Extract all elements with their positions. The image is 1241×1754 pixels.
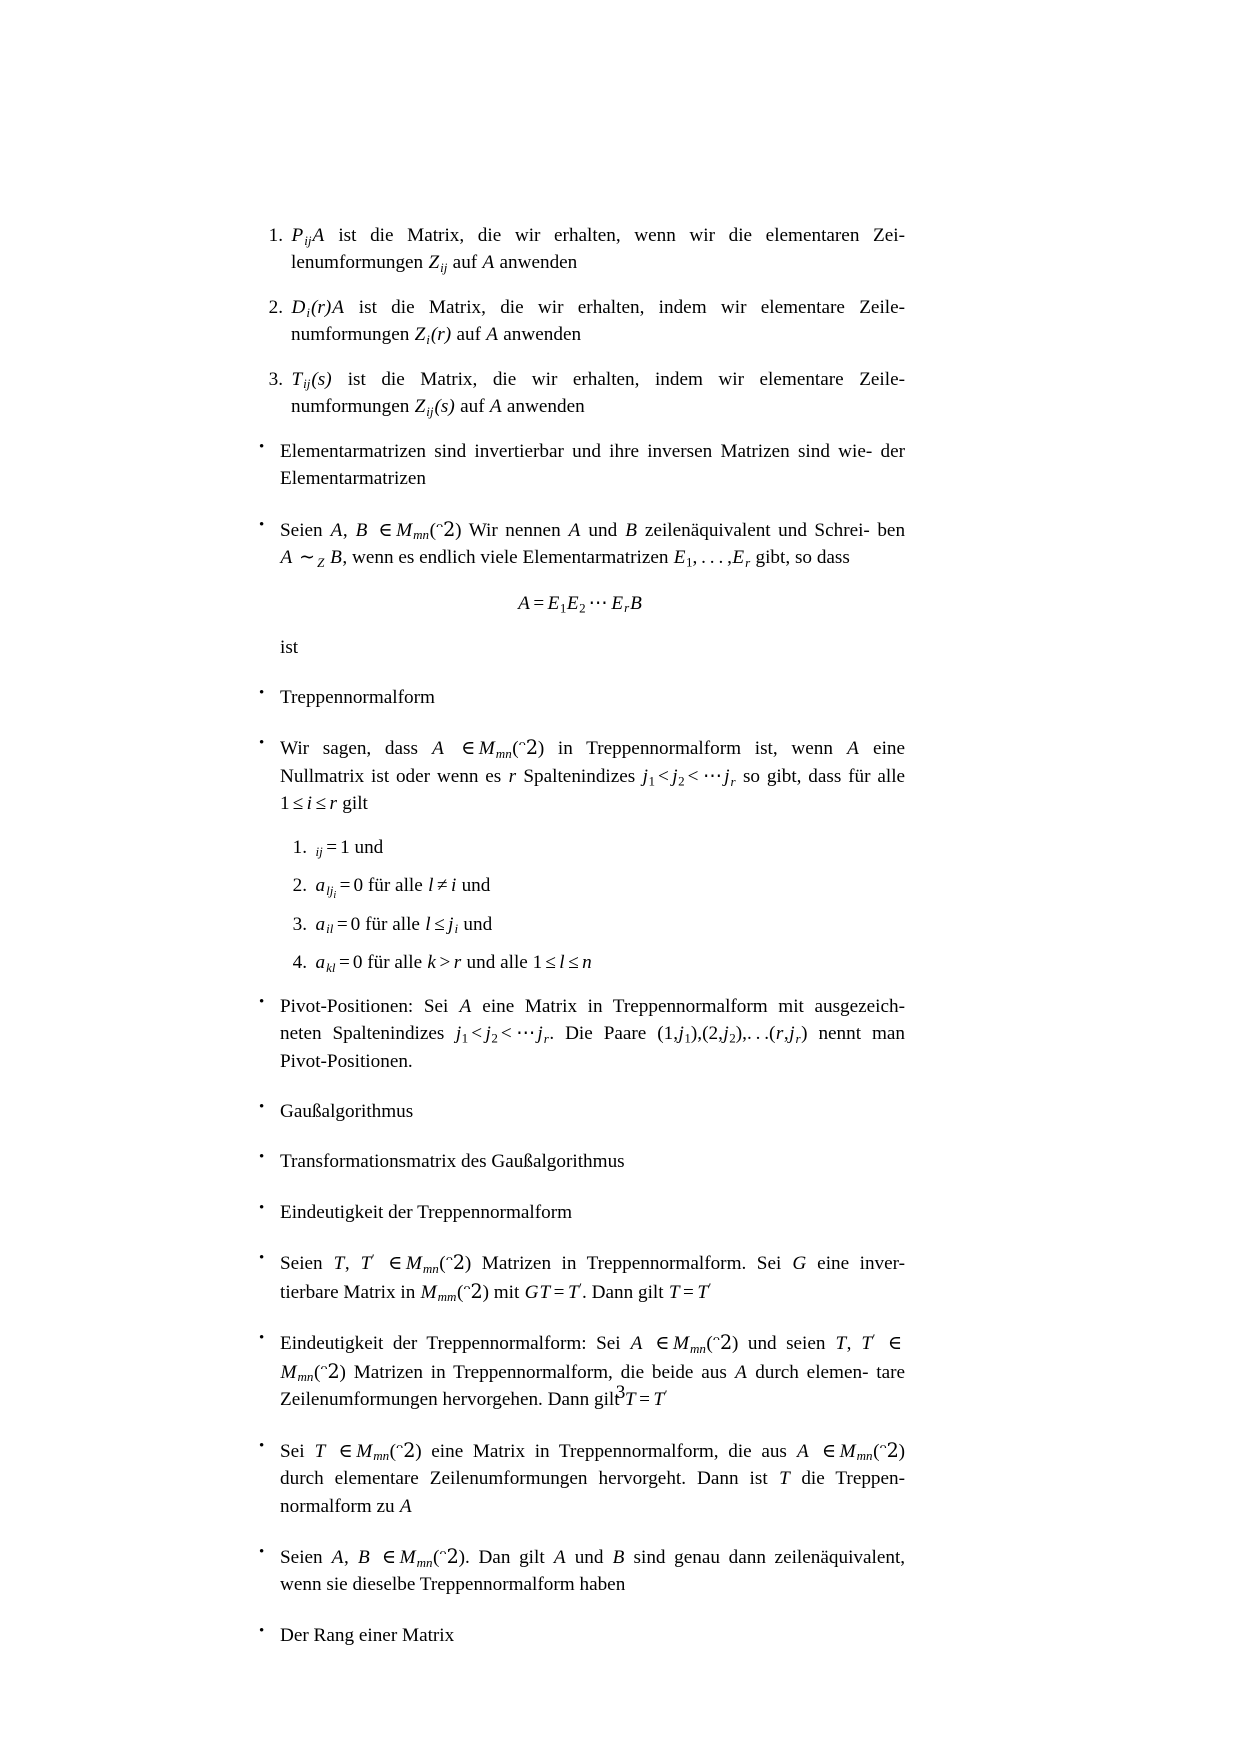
text-durch-elementare-hervorgeht: durch elementare Zeilenumformungen hervorgeht. Dann ist — [280, 1468, 768, 1490]
math-j1: j — [455, 1023, 462, 1045]
math-symbol-B2: B — [612, 1546, 625, 1568]
text-wenn-dieselbe: wenn sie dieselbe Treppennormalform haben — [280, 1574, 626, 1596]
math-symbol-l: l — [425, 913, 431, 935]
bullet-label: Der Rang einer Matrix — [280, 1624, 455, 1646]
text-eine-invertierbare: eine inver- — [817, 1253, 906, 1275]
math-subscript-mn: mn — [495, 746, 512, 762]
item-text-cont: numformungen — [291, 396, 410, 418]
math-prime-3: ′ — [708, 1279, 712, 1295]
list-marker: 3. — [268, 368, 283, 390]
math-symbol-A2: A — [847, 738, 859, 760]
page-content — [255, 222, 905, 1672]
math-symbol-M2: M — [839, 1440, 856, 1462]
math-symbol-A2: A — [486, 324, 498, 346]
text-eindeutigkeit-sei: Eindeutigkeit der Treppennormalform: Sei — [280, 1333, 621, 1355]
math-sub-r: r — [543, 1030, 549, 1046]
math-symbol-n: n — [582, 952, 592, 974]
math-symbol-M: M — [478, 738, 495, 760]
math-symbol-T2: T — [539, 1281, 551, 1303]
math-sim-operator: ∼ — [299, 547, 316, 569]
math-symbol-A2: A — [553, 1546, 566, 1568]
math-symbol-B3: B — [330, 547, 342, 569]
math-symbol-T4: T — [668, 1281, 680, 1303]
math-symbol-A2: A — [735, 1361, 747, 1383]
math-value: 0 — [350, 913, 361, 935]
item-text: ist die Matrix, die wir erhalten, indem wir elementare Zeile- — [358, 296, 906, 318]
math-sub-2: 2 — [579, 600, 586, 616]
math-subscript-1: 1 — [686, 554, 693, 570]
math-value: 0 — [353, 875, 364, 897]
math-pair1-open: (1, — [657, 1023, 679, 1045]
math-symbol-A: A — [797, 1440, 809, 1462]
math-j1: j — [642, 765, 648, 787]
list-item — [255, 222, 905, 277]
math-symbol-T: T — [291, 368, 303, 390]
text-eine: eine — [873, 738, 906, 760]
concept-bullet-list-middle — [255, 684, 905, 818]
math-field-K: ᵔ2 — [439, 1544, 459, 1568]
math-less-than-2: < — [500, 1023, 512, 1045]
math-ldots: . . . — [746, 1023, 770, 1045]
math-subscript: i — [306, 304, 310, 320]
math-symbol-M: M — [356, 1440, 373, 1462]
text-matrizen-in-tnf: Matrizen in Treppennormalform. Sei — [481, 1253, 782, 1275]
concept-bullet-list-top — [255, 438, 905, 572]
math-element-of: ∈ — [378, 519, 393, 541]
math-symbol-Z: Z — [414, 324, 426, 346]
math-symbol-M: M — [399, 1546, 416, 1568]
text-sei: Sei — [280, 1440, 305, 1462]
math-symbol-l: l — [428, 875, 434, 897]
text-durch-elementare: durch elemen- — [755, 1361, 869, 1383]
math-greater-than: > — [439, 952, 451, 974]
condition-item-1 — [279, 834, 905, 861]
math-equals: = — [326, 836, 338, 858]
bullet-label: Treppennormalform — [280, 686, 435, 708]
math-sub-2: 2 — [678, 773, 685, 789]
math-symbol-T: T — [314, 1440, 326, 1462]
condition-item-3 — [279, 911, 905, 938]
math-symbol-A: A — [332, 296, 344, 318]
math-pair3-close: ) — [801, 1023, 808, 1045]
math-E2: E — [566, 592, 579, 614]
text-wir-nennen: Wir nennen — [468, 519, 561, 541]
text-eine-matrix-die-aus: eine Matrix in Treppennormalform, die aus — [431, 1440, 787, 1462]
math-subscript: ij — [426, 403, 434, 419]
math-comma: , — [344, 1546, 349, 1568]
item-text-auf: auf — [452, 252, 478, 274]
math-r: r — [329, 793, 337, 815]
math-pair2-j: j — [723, 1023, 729, 1045]
item-text-anwenden: anwenden — [506, 396, 585, 418]
math-symbol-M: M — [672, 1333, 689, 1355]
text-nullmatrix: Nullmatrix ist oder wenn es — [280, 765, 502, 787]
math-period: . — [549, 1023, 555, 1045]
math-sub-1: 1 — [648, 773, 655, 789]
text-gibt-so: gibt, so — [755, 547, 813, 569]
math-symbol-Z: Z — [414, 396, 426, 418]
math-subscript-mn: mn — [689, 1340, 706, 1356]
math-i: i — [306, 793, 312, 815]
math-pair1-j: j — [678, 1023, 684, 1045]
math-sub-2: 2 — [491, 1030, 498, 1046]
math-symbol-Tprime: T — [360, 1253, 372, 1275]
math-symbol-l: l — [559, 952, 565, 974]
text-und-alle: und alle — [466, 952, 528, 974]
math-pair3-sub: r — [795, 1030, 801, 1046]
bullet-line-1: Elementarmatrizen sind invertierbar und ihre inversen Matrizen sind wie- — [280, 440, 873, 462]
math-symbol-Er: E — [732, 547, 745, 569]
item-text: ist die Matrix, die wir erhalten, wenn wir die elementaren Zei- — [338, 225, 905, 246]
math-element-of-2: ∈ — [887, 1333, 903, 1355]
math-sub-r: r — [624, 600, 630, 616]
math-symbol-a: a — [315, 913, 326, 935]
math-symbol-Z: Z — [428, 252, 440, 274]
math-pair3-r: r — [775, 1023, 784, 1045]
math-symbol-T3: T — [653, 1389, 665, 1411]
math-field-K: ᵔ2 — [435, 517, 456, 541]
text-tierbare-matrix: tierbare Matrix in — [280, 1281, 416, 1303]
item-text-anwenden: anwenden — [499, 252, 578, 274]
sub-l: l — [326, 882, 330, 898]
math-subscript-mn: mn — [373, 1448, 390, 1464]
math-subscript-mn: mn — [422, 1260, 439, 1276]
math-le-1: ≤ — [292, 793, 304, 815]
item-text-auf: auf — [456, 324, 481, 346]
math-arg: (s) — [434, 396, 455, 418]
item-text-auf: auf — [460, 396, 485, 418]
math-element-of: ∈ — [388, 1253, 403, 1275]
math-less-than-2: < — [687, 765, 699, 787]
sub-ji: i — [333, 889, 337, 901]
bullet-sei-T-treppennormalform: • Sei T ∈ $M_{mn}(ᵔ2)$ eine Matrix in Treppennormalform, die aus A ∈ $M_{mn}(ᵔ2)$ durch elementare Zeilenumformungen hervorgeht. Dann ist T die Treppen- normalform zu A — [255, 1437, 905, 1520]
math-subscript: ij — [303, 376, 311, 392]
math-subscript-ij: ij — [315, 844, 323, 860]
text-und: und — [461, 875, 491, 897]
math-pair3-comma: , — [783, 1023, 789, 1045]
bullet-der-rang — [255, 1622, 905, 1649]
text-spaltenindizes: Spaltenindizes — [523, 765, 636, 787]
math-field-K: ᵔ2 — [712, 1331, 732, 1355]
bullet-elementarmatrizen-invertierbar — [255, 438, 905, 493]
math-symbol-T2: T — [779, 1468, 790, 1490]
bullet-seien-T-Tprime: • Seien T, T′ ∈ $M_{mn}(ᵔ2)$ Matrizen in Treppennormalform. Sei G eine inver- tierbare Matrix in $M_{mm}(ᵔ2)$ mit GT = T′. Dann gilt T = T′ — [255, 1249, 905, 1306]
math-less-than: < — [657, 765, 669, 787]
math-symbol-A: A — [432, 738, 444, 760]
math-E1: E — [547, 592, 560, 614]
math-subscript-mm: mm — [437, 1289, 457, 1305]
math-value: 1 — [340, 836, 350, 858]
text-matrizen-beide-aus: Matrizen in Treppennormalform, die beide aus — [353, 1361, 727, 1383]
page-number: 3 — [615, 1382, 626, 1403]
bullet-pivot-positionen — [255, 993, 905, 1075]
elementary-matrices-list — [255, 222, 905, 421]
condition-item-2 — [279, 872, 905, 899]
math-prime-2: ′ — [579, 1279, 583, 1295]
math-subscript: ij — [440, 260, 448, 276]
bullet-label: Eindeutigkeit der Treppennormalform — [280, 1201, 573, 1223]
math-less-equal: ≤ — [434, 913, 445, 935]
paragraph-ist: ist — [280, 636, 299, 658]
math-jr: j — [724, 765, 730, 787]
treppennormalform-conditions-list — [279, 834, 905, 977]
math-symbol-T: T — [835, 1333, 847, 1355]
math-le-1: ≤ — [545, 952, 556, 974]
math-symbol-D: D — [291, 296, 306, 318]
math-j2: j — [485, 1023, 491, 1045]
math-symbol-Tprime: T — [861, 1333, 873, 1355]
bullet-line-2: der Elementarmatrizen — [280, 440, 905, 490]
math-subscript-r: r — [745, 554, 751, 570]
concept-bullet-list-bottom — [255, 993, 905, 1650]
bullet-label: Transformationsmatrix des Gaußalgorithmus — [280, 1151, 625, 1173]
list-marker: 3. — [292, 913, 307, 935]
item-text-anwenden: anwenden — [503, 324, 582, 346]
math-subscript-kl: kl — [326, 959, 336, 975]
list-item — [255, 294, 905, 349]
math-prime-2: ′ — [664, 1387, 668, 1403]
math-symbol-r: r — [508, 765, 517, 787]
math-pair3-open: ( — [769, 1023, 776, 1045]
math-symbol-M: M — [405, 1253, 422, 1275]
bullet-zeilenaequivalent: • Seien A, B ∈ $M_{mn}(ᵔ2)$ Wir nennen A und B zeilenäquivalent und Schrei- ben A ∼ $_Z$ B, wenn es endlich viele Elementarmatrizen $E_1$, . . . $,E_r$ gibt, so dass — [255, 516, 905, 572]
bullet-label: Gaußalgorithmus — [280, 1100, 414, 1122]
math-symbol-B2: B — [625, 519, 637, 541]
math-equals: = — [336, 913, 348, 935]
math-one: 1 — [532, 952, 543, 974]
text-fuer-alle: für alle — [367, 952, 423, 974]
math-comma: , — [342, 519, 348, 541]
text-fuer-alle: für alle — [367, 875, 423, 897]
math-value: 0 — [352, 952, 363, 974]
math-prime: ′ — [872, 1331, 876, 1347]
math-sub-1: 1 — [461, 1030, 469, 1046]
math-not-equal: ≠ — [436, 875, 448, 897]
text-fuer-alle: für alle — [848, 765, 906, 787]
math-comma: , — [846, 1333, 852, 1355]
math-field-K2: ᵔ2 — [320, 1359, 340, 1383]
math-equals: = — [553, 1281, 565, 1303]
math-equals: = — [533, 592, 545, 614]
bullet-eindeutigkeit-heading — [255, 1199, 905, 1226]
bullet-seien-A-B-genau-dann: • Seien A, B ∈ $M_{mn}(ᵔ2)$. Dan gilt A und B sind genau dann zeilenäquivalent, wenn sie dieselbe Treppennormalform haben — [255, 1543, 905, 1599]
text-wir-sagen: Wir sagen, dass — [280, 738, 418, 760]
text-seien: Seien — [280, 1546, 323, 1568]
math-subscript-mn: mn — [416, 1554, 433, 1570]
math-symbol-A2: A — [568, 519, 581, 541]
math-sub-1: 1 — [559, 600, 567, 616]
math-j2: j — [672, 765, 678, 787]
text-und: und — [354, 836, 384, 858]
math-symbol-E1: E — [673, 547, 686, 569]
text-dass: dass — [816, 547, 850, 569]
math-symbol-i: i — [450, 875, 457, 897]
math-symbol-M2: M — [280, 1361, 297, 1383]
math-symbol-B: B — [355, 519, 368, 541]
bullet-eindeutigkeit-satz: • Eindeutigkeit der Treppennormalform: Sei A ∈ $M_{mn}(ᵔ2)$ und seien T, T′ ∈ $M_{mn}(ᵔ2)$ Matrizen in Treppennormalform, die beide aus A durch elemen- tare Zeilenumformungen hervorgehen. Dann gilt T = T′ — [255, 1329, 905, 1413]
math-one: 1 — [280, 793, 290, 815]
text-neten-spaltenindizes: neten Spaltenindizes — [280, 1023, 445, 1045]
math-arg: (r) — [430, 324, 452, 346]
math-symbol-r: r — [453, 952, 462, 974]
math-jr: j — [537, 1023, 543, 1045]
math-symbol-B: B — [357, 1546, 370, 1568]
math-element-of: ∈ — [655, 1333, 670, 1355]
bullet-treppennormalform-definition: • Wir sagen, dass A ∈ $M_{mn}(ᵔ2)$ in Treppennormalform ist, wenn A eine Nullmatrix ist oder wenn es r Spaltenindizes $j_1 < j_2$ < ⋯ $j_r$ so gibt, dass für alle 1 ≤ i ≤ r gilt — [255, 734, 905, 817]
math-symbol-A: A — [331, 1546, 344, 1568]
math-equals: = — [339, 875, 351, 897]
text-pivot-sei: Pivot-Positionen: Sei — [280, 995, 449, 1017]
math-subscript: i — [426, 332, 430, 347]
math-cdots: ⋯ — [703, 765, 723, 787]
text-gilt: gilt — [342, 793, 368, 815]
math-rhs-B: B — [630, 592, 642, 614]
math-pair2-sub: 2 — [729, 1030, 736, 1046]
math-field-K: ᵔ2 — [518, 736, 538, 760]
math-pair1-sub: 1 — [684, 1030, 691, 1046]
text-seien: Seien — [280, 519, 323, 541]
math-symbol-j: j — [448, 913, 454, 935]
text-mit: mit — [493, 1281, 520, 1303]
math-le-2: ≤ — [315, 793, 326, 815]
math-symbol-T3: T — [568, 1281, 579, 1303]
math-symbol-G2: G — [524, 1281, 539, 1303]
math-pair1-close: ), — [690, 1023, 703, 1045]
math-symbol-k: k — [427, 952, 436, 974]
text-und: und — [463, 913, 493, 935]
math-symbol-M2: M — [420, 1281, 437, 1303]
math-symbol-a: a — [315, 952, 326, 974]
math-pair2-open: (2, — [702, 1023, 723, 1045]
math-le-2: ≤ — [568, 952, 579, 974]
math-symbol-A: A — [330, 519, 343, 541]
math-element-of-2: ∈ — [821, 1440, 837, 1462]
text-zeilenaequivalent: zeilenäquivalent und Schrei- — [644, 519, 870, 541]
math-Er: E — [611, 592, 624, 614]
text-dann-gilt: . Dann gilt — [582, 1281, 664, 1303]
list-item — [255, 366, 905, 421]
sub-j: j — [329, 882, 334, 898]
math-subscript-mn-2: mn — [297, 1369, 314, 1385]
math-field-K2: ᵔ2 — [463, 1279, 483, 1303]
text-so-gibt-dass: so gibt, dass — [742, 765, 842, 787]
math-cdots: ⋯ — [588, 592, 608, 614]
bullet-treppennormalform-heading — [255, 684, 905, 711]
list-marker: 2. — [268, 296, 283, 318]
math-field-K: ᵔ2 — [445, 1251, 465, 1275]
math-symbol-T2: T — [624, 1389, 636, 1411]
text-und-seien: und seien — [747, 1333, 826, 1355]
text-die-paare: Die Paare — [565, 1023, 647, 1045]
text-fuer-alle: für alle — [365, 913, 420, 935]
math-equals: = — [639, 1389, 650, 1411]
text-die-treppen: die Treppen- — [801, 1468, 906, 1490]
condition-item-4 — [279, 949, 905, 976]
math-subscript-il: il — [326, 921, 334, 937]
math-arg: (s) — [311, 368, 332, 390]
text-und: und — [574, 1546, 604, 1568]
text-in-tnf: in Treppennormalform ist, wenn — [557, 738, 833, 760]
bullet-transformationsmatrix — [255, 1148, 905, 1175]
math-symbol-A2: A — [482, 252, 495, 274]
math-ellipsis: , . . . , — [692, 547, 732, 569]
math-equals: = — [339, 952, 350, 974]
math-sim-subscript: Z — [317, 554, 325, 570]
math-symbol-A2: A — [399, 1495, 412, 1517]
display-equation-zeilenaequivalenz — [255, 591, 905, 615]
math-symbol-P: P — [291, 225, 304, 246]
math-element-of: ∈ — [461, 738, 476, 760]
item-text-cont: lenumformungen — [291, 252, 424, 274]
math-comma: , — [344, 1253, 350, 1275]
math-symbol-T: T — [333, 1253, 345, 1275]
math-symbol-A: A — [312, 225, 325, 246]
math-pair2-close: ), — [735, 1023, 747, 1045]
math-symbol-T5: T — [697, 1281, 709, 1303]
text-wenn-endlich: , wenn es endlich viele Elementarmatrizen — [342, 547, 669, 569]
item-text-cont: numformungen — [291, 324, 410, 346]
math-subscript-i: i — [454, 921, 459, 937]
text-ben: ben — [877, 519, 906, 541]
math-subscript-mn-2: mn — [856, 1448, 873, 1464]
math-subscript-l — [326, 882, 337, 901]
list-marker: 1. — [292, 836, 307, 858]
math-element-of: ∈ — [338, 1440, 353, 1462]
math-symbol-A: A — [630, 1333, 643, 1355]
math-field-K: ᵔ2 — [396, 1438, 416, 1462]
math-prime: ′ — [371, 1251, 375, 1267]
text-tare-zeilenumformungen: tare Zeilenumformungen hervorgehen. Dann gilt — [280, 1361, 906, 1411]
math-sub-r: r — [730, 773, 736, 789]
text-normalform-zu: normalform zu — [280, 1495, 395, 1517]
math-symbol-A: A — [459, 995, 472, 1017]
math-cdots: ⋯ — [516, 1023, 536, 1045]
math-subscript: ij — [304, 232, 312, 248]
math-less-than: < — [471, 1023, 483, 1045]
list-marker: 1. — [268, 225, 283, 246]
math-element-of: ∈ — [381, 1546, 397, 1568]
math-symbol-A2: A — [489, 396, 502, 418]
math-arg: (r) — [310, 296, 332, 318]
math-symbol-M: M — [396, 519, 413, 541]
math-lhs-A: A — [518, 592, 530, 614]
math-symbol-A3: A — [280, 547, 293, 569]
math-field-K2: ᵔ2 — [879, 1438, 899, 1462]
text-dan-gilt: . Dan gilt — [465, 1546, 545, 1568]
list-marker: 2. — [292, 875, 307, 897]
text-eine-matrix: eine Matrix in Treppennormalform mit ausgezeich- — [482, 995, 906, 1017]
bullet-gaussalgorithmus — [255, 1098, 905, 1125]
math-pair3-j: j — [789, 1023, 795, 1045]
list-marker: 4. — [292, 952, 307, 974]
text-seien: Seien — [280, 1253, 323, 1275]
math-equals-2: = — [683, 1281, 694, 1303]
text-nennt-man: nennt man Pivot-Positionen. — [280, 1023, 906, 1072]
math-symbol-G: G — [792, 1253, 807, 1275]
item-text: ist die Matrix, die wir erhalten, indem wir elementare Zeile- — [347, 368, 905, 390]
math-subscript-mn: mn — [413, 527, 430, 543]
text-und: und — [588, 519, 618, 541]
math-symbol-a: a — [315, 875, 326, 897]
text-sind-genau-dann: sind genau dann zeilenäquivalent, — [633, 1546, 906, 1568]
